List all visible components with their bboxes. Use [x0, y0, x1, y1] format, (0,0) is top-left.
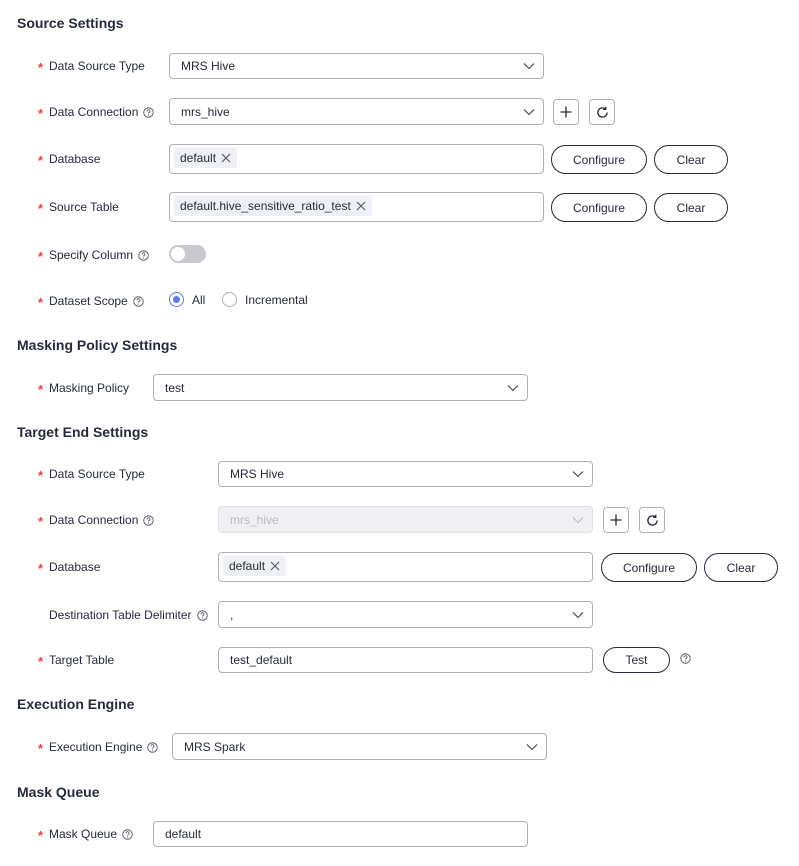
target-data-connection-select: mrs_hive	[218, 506, 593, 533]
help-circle-icon[interactable]	[147, 742, 158, 753]
chevron-down-icon	[515, 62, 543, 70]
source-data-connection-select[interactable]: mrs_hive	[169, 98, 544, 125]
target-database-tagbox[interactable]	[218, 552, 593, 582]
database-tag: default	[223, 556, 286, 576]
required-marker: *	[38, 105, 44, 121]
required-marker: *	[38, 560, 44, 576]
source-table-tag: default.hive_sensitive_ratio_test	[174, 196, 372, 216]
execution-engine-title: Execution Engine	[17, 696, 135, 712]
plus-icon	[610, 514, 622, 526]
execution-engine-select[interactable]: MRS Spark	[172, 733, 547, 760]
source-data-source-type-label: * Data Source Type	[38, 59, 145, 75]
toggle-knob	[171, 247, 185, 261]
required-marker: *	[38, 294, 44, 310]
plus-icon	[560, 106, 572, 118]
target-refresh-connection-button[interactable]	[639, 507, 665, 533]
help-circle-icon[interactable]	[197, 610, 208, 621]
execution-engine-label: * Execution Engine	[38, 737, 158, 757]
help-circle-icon[interactable]	[680, 653, 691, 664]
dataset-scope-label: * Dataset Scope	[38, 291, 144, 311]
source-add-connection-button[interactable]	[553, 99, 579, 125]
help-circle-icon[interactable]	[122, 829, 133, 840]
required-marker: *	[38, 513, 44, 529]
required-marker: *	[38, 152, 44, 168]
source-refresh-connection-button[interactable]	[589, 99, 615, 125]
chevron-down-icon	[564, 611, 592, 619]
dataset-scope-radio-all[interactable]: All	[169, 292, 205, 307]
source-database-configure-button[interactable]: Configure	[551, 145, 647, 174]
dataset-scope-radio-incremental[interactable]: Incremental	[222, 292, 308, 307]
target-database-clear-button[interactable]: Clear	[704, 553, 778, 582]
refresh-icon	[646, 514, 659, 527]
target-end-settings-title: Target End Settings	[17, 424, 149, 440]
required-marker: *	[38, 827, 44, 843]
help-circle-icon[interactable]	[143, 107, 154, 118]
source-data-connection-label: * Data Connection	[38, 102, 154, 122]
source-data-source-type-select[interactable]: MRS Hive	[169, 53, 544, 79]
chevron-down-icon	[499, 384, 527, 392]
specify-column-toggle[interactable]	[169, 245, 206, 263]
masking-policy-select[interactable]: test	[153, 374, 528, 401]
masking-policy-label: * Masking Policy	[38, 381, 130, 397]
mask-queue-title: Mask Queue	[17, 784, 100, 800]
target-table-test-button[interactable]: Test	[603, 647, 670, 673]
required-marker: *	[38, 740, 44, 756]
masking-policy-settings-title: Masking Policy Settings	[17, 337, 178, 353]
target-data-source-type-select[interactable]: MRS Hive	[218, 461, 593, 487]
source-table-clear-button[interactable]: Clear	[654, 193, 728, 222]
help-circle-icon[interactable]	[138, 250, 149, 261]
destination-table-delimiter-label: Destination Table Delimiter	[38, 605, 208, 625]
target-table-input[interactable]: test_default	[218, 647, 593, 673]
help-circle-icon[interactable]	[133, 296, 144, 307]
target-database-label: * Database	[38, 560, 101, 576]
refresh-icon	[596, 106, 609, 119]
specify-column-label: * Specify Column	[38, 245, 149, 265]
source-table-label: * Source Table	[38, 200, 119, 216]
close-icon[interactable]	[270, 561, 280, 571]
chevron-down-icon	[564, 470, 592, 478]
mask-queue-label: * Mask Queue	[38, 824, 133, 844]
required-marker: *	[38, 248, 44, 264]
source-database-tagbox[interactable]	[169, 144, 544, 174]
source-database-label: * Database	[38, 152, 101, 168]
source-table-tagbox[interactable]	[169, 192, 544, 222]
close-icon[interactable]	[356, 201, 366, 211]
mask-queue-input[interactable]: default	[153, 821, 528, 847]
required-marker: *	[38, 59, 44, 75]
source-database-clear-button[interactable]: Clear	[654, 145, 728, 174]
target-table-label: * Target Table	[38, 653, 115, 669]
chevron-down-icon	[564, 516, 592, 524]
target-database-configure-button[interactable]: Configure	[601, 553, 697, 582]
required-marker: *	[38, 467, 44, 483]
chevron-down-icon	[515, 108, 543, 116]
chevron-down-icon	[518, 743, 546, 751]
target-add-connection-button[interactable]	[603, 507, 629, 533]
target-data-source-type-label: * Data Source Type	[38, 467, 145, 483]
required-marker: *	[38, 653, 44, 669]
source-settings-title: Source Settings	[17, 15, 124, 31]
help-circle-icon[interactable]	[143, 515, 154, 526]
target-data-connection-label: * Data Connection	[38, 510, 154, 530]
source-table-configure-button[interactable]: Configure	[551, 193, 647, 222]
database-tag: default	[174, 148, 237, 168]
required-marker: *	[38, 381, 44, 397]
destination-table-delimiter-select[interactable]: ,	[218, 601, 593, 628]
close-icon[interactable]	[221, 153, 231, 163]
required-marker: *	[38, 200, 44, 216]
